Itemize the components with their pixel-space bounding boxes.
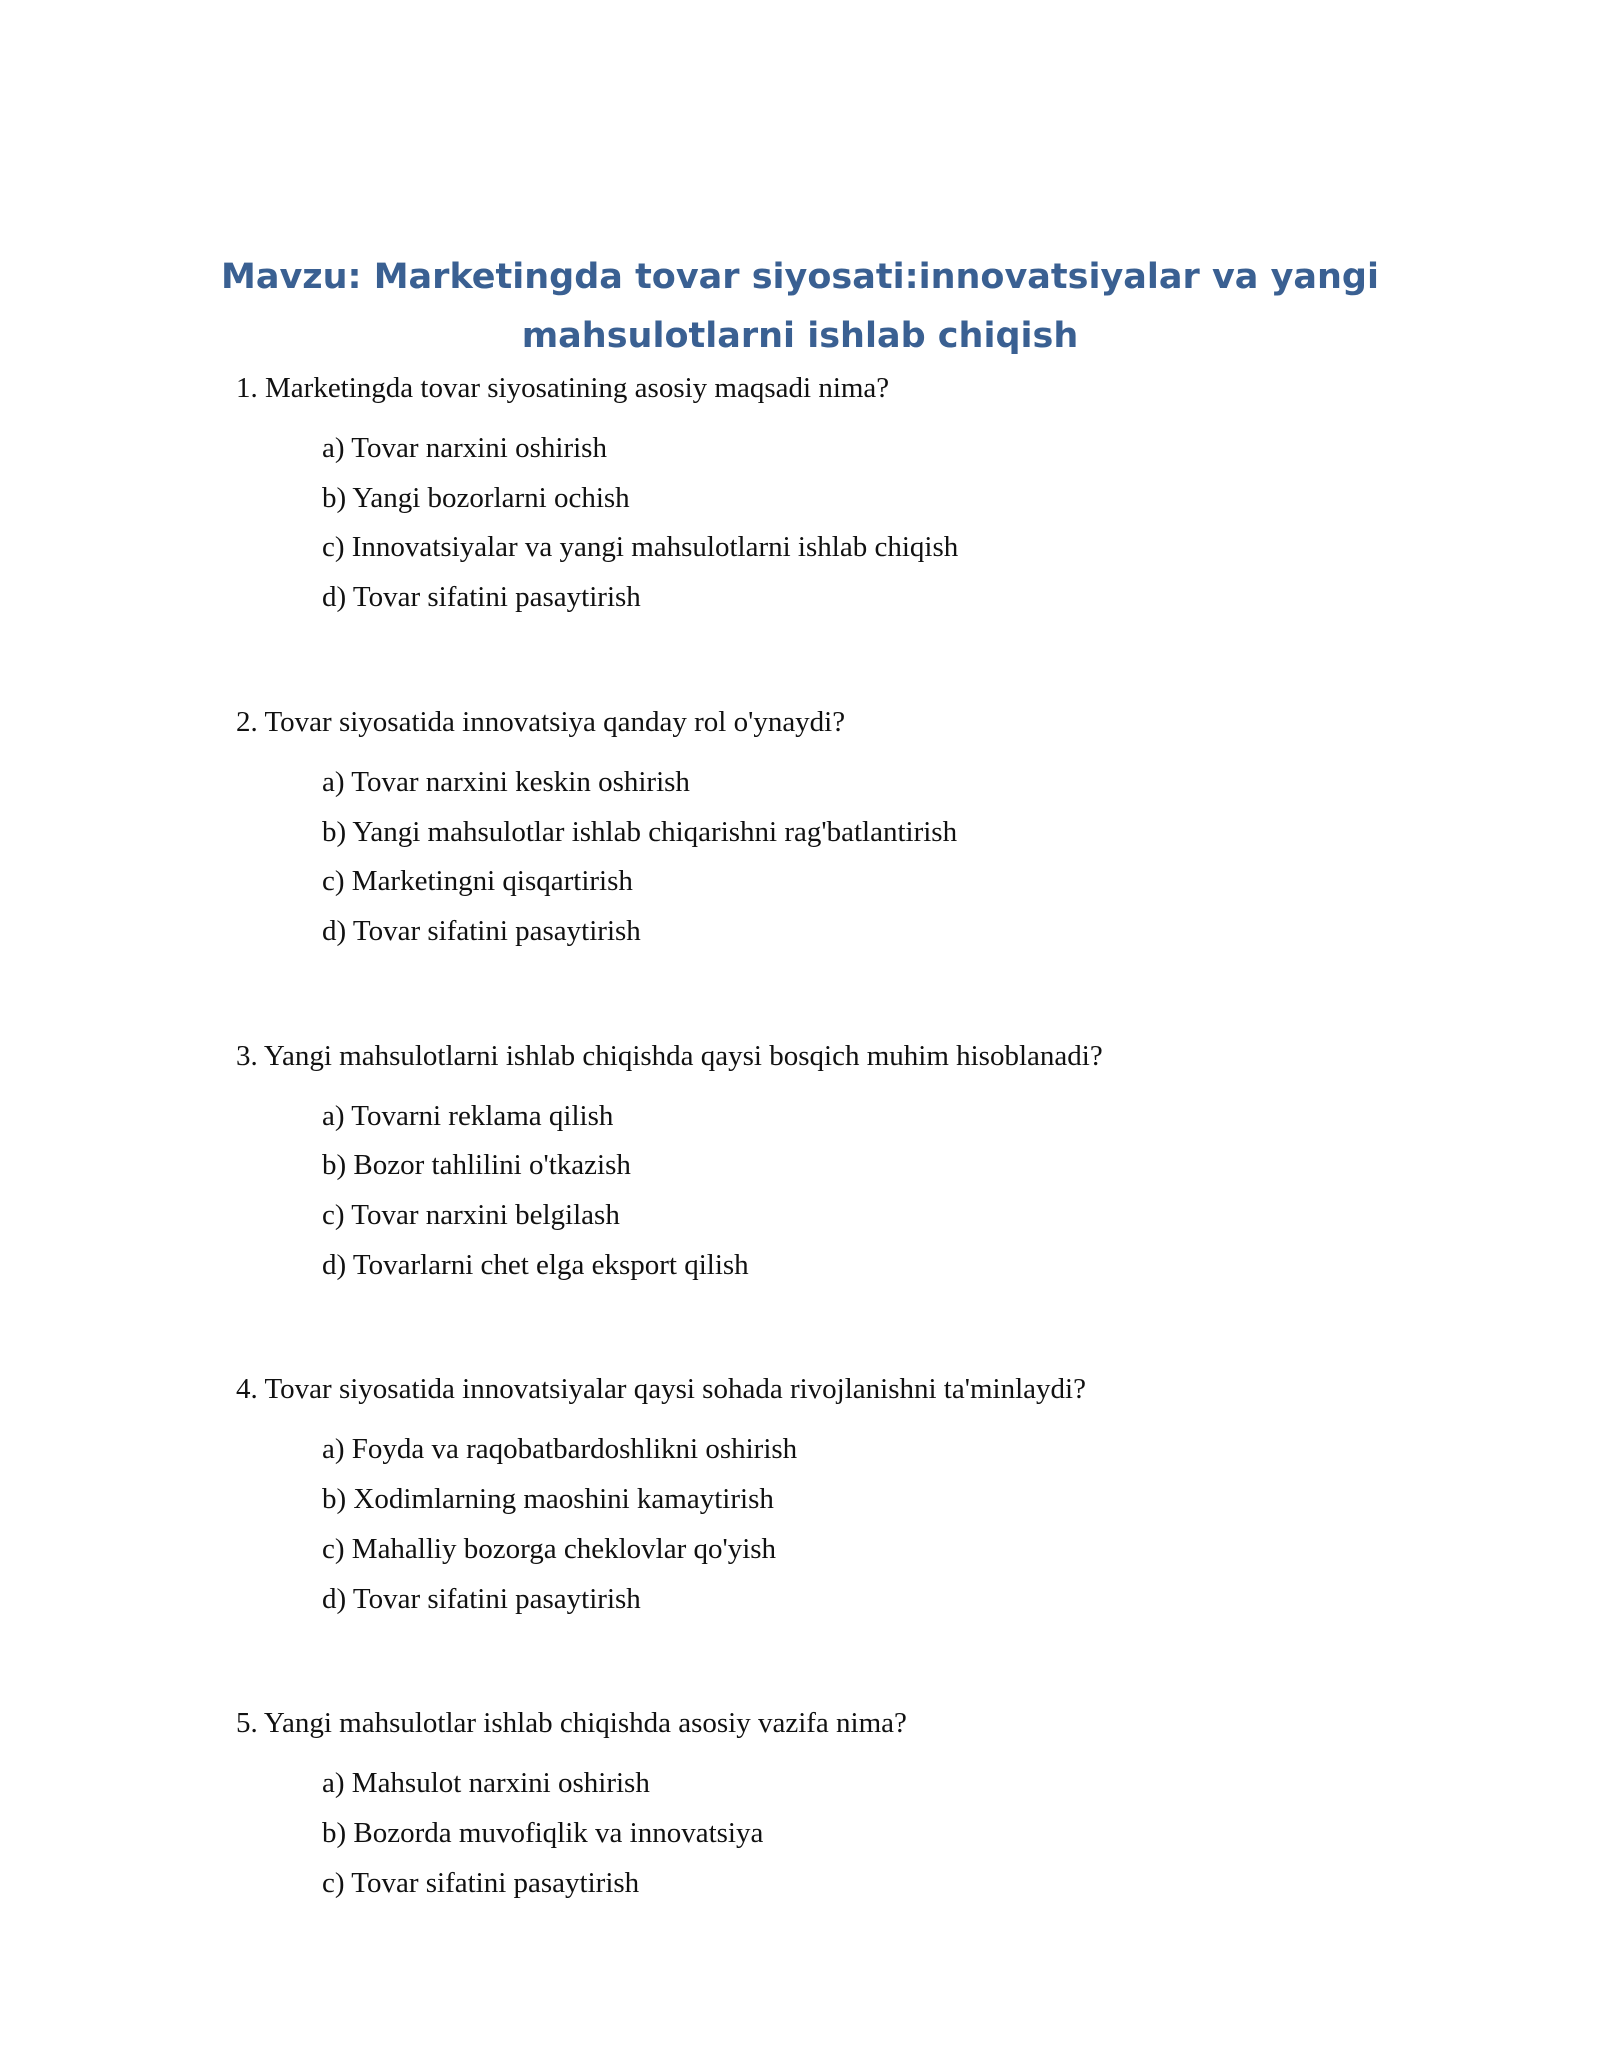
answer-options (236, 1092, 1436, 1291)
question-4 (236, 1369, 1436, 1624)
question-text: 4. Tovar siyosatida innovatsiyalar qaysi sohada rivojlanishni ta'minlaydi? (236, 1373, 1086, 1406)
answer-option-b: b) Bozorda muvofiqlik va innovatsiya (322, 1816, 764, 1849)
question-3 (236, 1036, 1436, 1291)
answer-option-d: d) Tovar sifatini pasaytirish (322, 914, 641, 947)
question-text: 1. Marketingda tovar siyosatining asosiy maqsadi nima? (236, 372, 890, 404)
answer-option-c: c) Mahalliy bozorga cheklovlar qo'yish (322, 1532, 777, 1565)
answer-options (236, 424, 1436, 623)
answer-option-a: a) Tovar narxini oshirish (322, 432, 607, 464)
answer-option-c: c) Tovar sifatini pasaytirish (322, 1866, 640, 1899)
answer-option-c: c) Innovatsiyalar va yangi mahsulotlarni ishlab chiqish (322, 531, 959, 564)
answer-option-a: a) Foyda va raqobatbardoshlikni oshirish (322, 1433, 798, 1466)
answer-option-d: d) Tovarlarni chet elga eksport qilish (322, 1248, 749, 1281)
question-2 (236, 702, 1436, 957)
answer-option-c: c) Tovar narxini belgilash (322, 1199, 620, 1232)
answer-option-b: b) Yangi mahsulotlar ishlab chiqarishni rag'batlantirish (322, 815, 958, 848)
question-text: 5. Yangi mahsulotlar ishlab chiqishda asosiy vazifa nima? (236, 1707, 907, 1740)
answer-options (236, 1425, 1436, 1624)
answer-option-b: b) Bozor tahlilini o'tkazish (322, 1149, 631, 1182)
answer-option-b: b) Xodimlarning maoshini kamaytirish (322, 1483, 774, 1516)
question-list (236, 368, 1436, 1987)
answer-option-b: b) Yangi bozorlarni ochish (322, 481, 630, 514)
answer-option-c: c) Marketingni qisqartirish (322, 865, 633, 898)
page-title-line-1: Mavzu: Marketingda tovar siyosati:innovatsiyalar va yangi (221, 257, 1379, 297)
answer-option-a: a) Tovar narxini keskin oshirish (322, 765, 690, 798)
question-5 (236, 1703, 1436, 1908)
question-1 (236, 368, 1436, 623)
answer-option-a: a) Tovarni reklama qilish (322, 1099, 614, 1132)
answer-option-d: d) Tovar sifatini pasaytirish (322, 581, 641, 614)
answer-option-d: d) Tovar sifatini pasaytirish (322, 1582, 641, 1615)
answer-options (236, 1759, 1436, 1908)
answer-options (236, 758, 1436, 957)
question-text: 3. Yangi mahsulotlarni ishlab chiqishda qaysi bosqich muhim hisoblanadi? (236, 1039, 1103, 1072)
page-title-line-2: mahsulotlarni ishlab chiqish (521, 316, 1079, 356)
question-text: 2. Tovar siyosatida innovatsiya qanday rol o'ynaydi? (236, 705, 846, 738)
page-title (200, 248, 1400, 366)
answer-option-a: a) Mahsulot narxini oshirish (322, 1767, 650, 1800)
